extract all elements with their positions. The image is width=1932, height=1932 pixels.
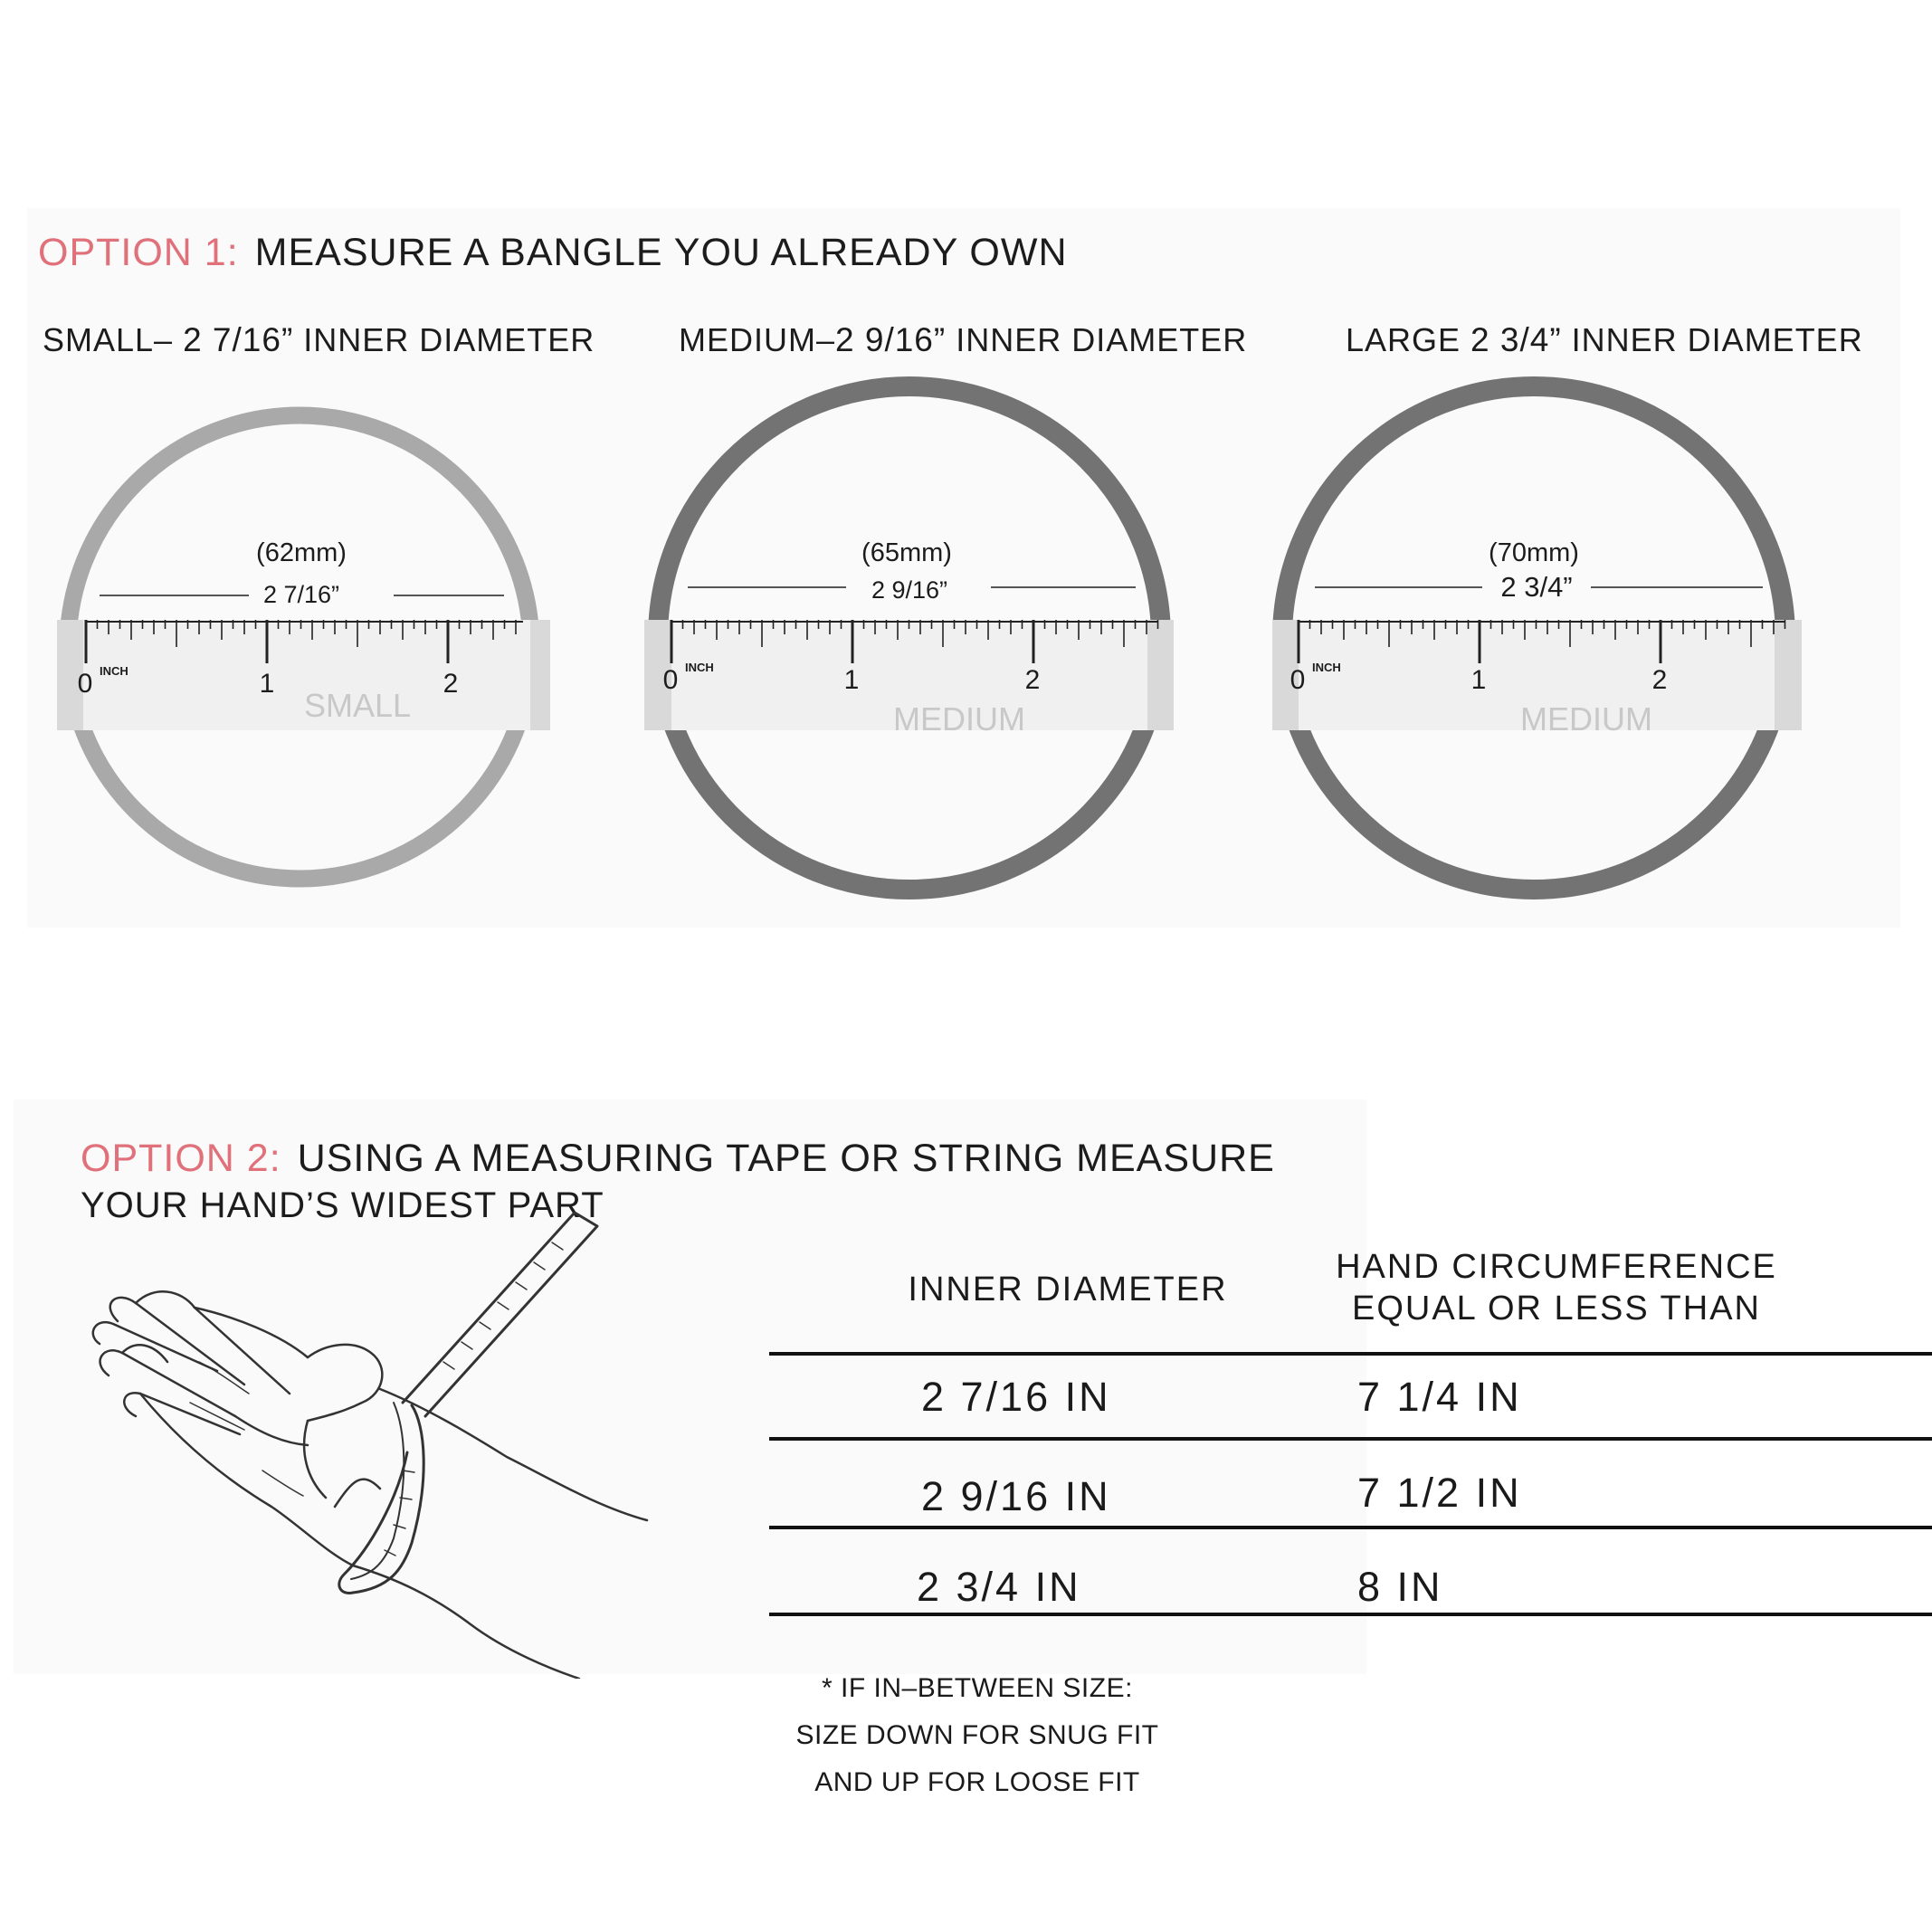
option2-line1: USING A MEASURING TAPE OR STRING MEASURE (297, 1137, 1275, 1180)
note-line3: AND UP FOR LOOSE FIT (814, 1767, 1140, 1797)
ruler-number-1: 1 (259, 669, 275, 699)
size-suffix: INNER DIAMETER (1561, 321, 1863, 358)
ruler-number-1: 1 (843, 665, 860, 695)
table-header-line2: EQUAL OR LESS THAN (1351, 1290, 1761, 1328)
table-cell-circumference: 8 IN (1357, 1564, 1443, 1610)
diameter-mm-label: (62mm) (256, 538, 347, 567)
diameter-inch-label: 2 9/16” (871, 576, 948, 604)
table-header-inner-diameter: INNER DIAMETER (908, 1271, 1228, 1309)
size-heading-small (43, 321, 595, 359)
bangle-large-diagram (1265, 366, 1808, 909)
table-rule-bottom (769, 1613, 1932, 1616)
bangle-medium-diagram (638, 366, 1181, 909)
diameter-mm-label: (65mm) (861, 538, 952, 567)
note-line2: SIZE DOWN FOR SNUG FIT (795, 1720, 1159, 1750)
size-suffix: INNER DIAMETER (946, 321, 1248, 358)
ruler-number-0: 0 (662, 665, 679, 695)
table-header-hand-circumference (1303, 1246, 1810, 1329)
ruler-unit-label: INCH (1312, 661, 1341, 674)
diameter-inch-label: 2 7/16” (262, 581, 340, 608)
option2-heading (81, 1137, 1275, 1181)
option1-label: OPTION 1: (38, 231, 239, 274)
size-name: SMALL– (43, 321, 184, 358)
size-name: MEDIUM– (679, 321, 836, 358)
note-line1: * IF IN–BETWEEN SIZE: (822, 1673, 1133, 1703)
ruler-number-1: 1 (1470, 665, 1487, 695)
option1-heading (38, 231, 1068, 275)
ruler-watermark: MEDIUM (893, 700, 1025, 738)
table-header-line1: HAND CIRCUMFERENCE (1336, 1248, 1777, 1286)
size-measure: 2 3/4” (1470, 321, 1562, 358)
ruler-unit-label: INCH (100, 664, 128, 678)
option1-text: MEASURE A BANGLE YOU ALREADY OWN (254, 231, 1068, 274)
table-cell-circumference: 7 1/2 IN (1357, 1470, 1522, 1516)
size-suffix: INNER DIAMETER (293, 321, 595, 358)
table-cell-circumference: 7 1/4 IN (1357, 1374, 1522, 1420)
size-measure: 2 9/16” (835, 321, 947, 358)
ruler-number-2: 2 (443, 669, 459, 699)
ruler-number-0: 0 (1290, 665, 1306, 695)
option2-line2: YOUR HAND’S WIDEST PART (81, 1185, 604, 1225)
size-measure: 2 7/16” (183, 321, 294, 358)
table-cell-diameter: 2 7/16 IN (921, 1374, 1111, 1420)
ruler-watermark: SMALL (303, 687, 412, 724)
hand-with-measuring-tape-illustration (81, 1208, 670, 1679)
ruler-number-0: 0 (77, 669, 93, 699)
diameter-mm-label: (70mm) (1489, 538, 1579, 567)
table-rule (769, 1526, 1932, 1529)
size-heading-large (1346, 321, 1863, 359)
table-rule (769, 1437, 1932, 1441)
diameter-inch-label: 2 3/4” (1500, 571, 1573, 603)
ruler-number-2: 2 (1024, 665, 1041, 695)
size-note (751, 1665, 1204, 1806)
table-cell-diameter: 2 3/4 IN (917, 1564, 1081, 1610)
table-rule-top (769, 1352, 1932, 1356)
option2-label: OPTION 2: (81, 1137, 281, 1180)
size-heading-medium (679, 321, 1247, 359)
ruler-watermark: MEDIUM (1520, 700, 1652, 738)
size-name: LARGE (1346, 321, 1471, 358)
bangle-small-diagram (50, 398, 557, 905)
ruler-unit-label: INCH (685, 661, 714, 674)
table-cell-diameter: 2 9/16 IN (921, 1473, 1111, 1519)
ruler-number-2: 2 (1651, 665, 1668, 695)
